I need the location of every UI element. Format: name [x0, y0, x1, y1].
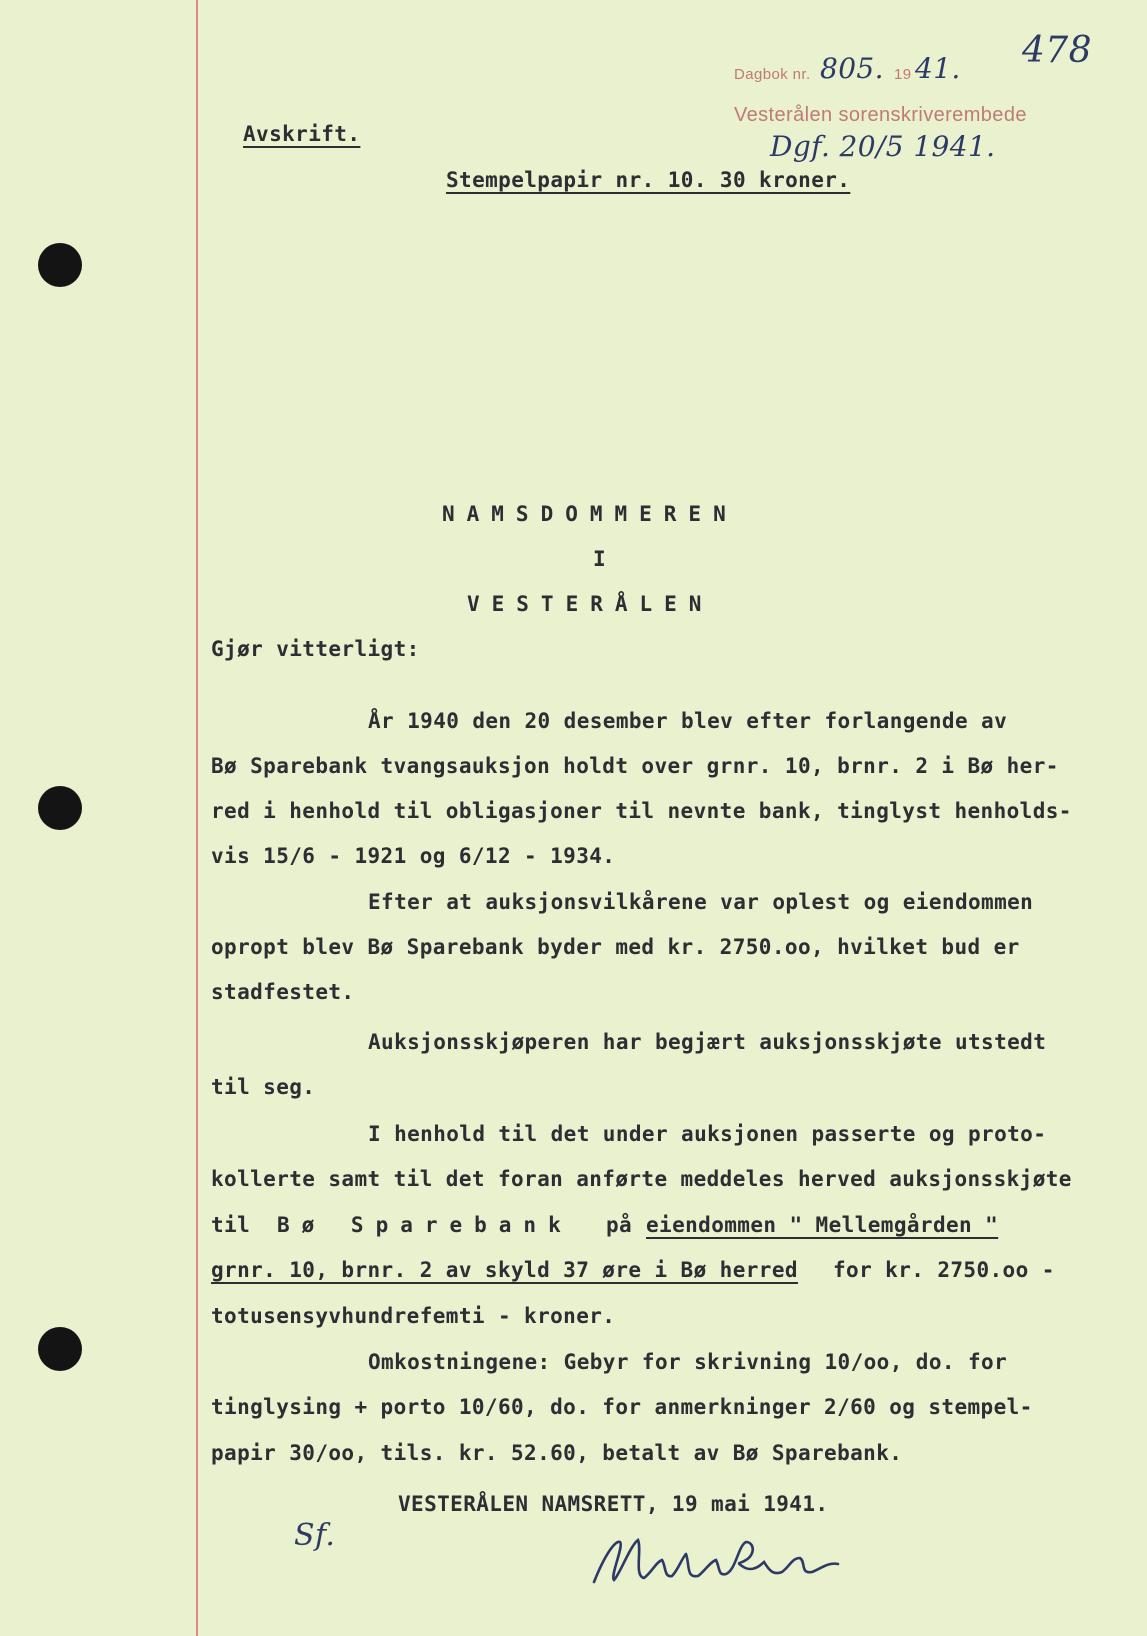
dagbok-number: 805.: [820, 52, 884, 85]
office-stamp: Vesterålen sorenskriverembede: [734, 104, 1027, 126]
amount-words: totusensyvhundrefemti - kroner.: [211, 1304, 616, 1328]
property-name: eiendommen " Mellemgården ": [646, 1213, 999, 1237]
bank-name-spaced: Bø Sparebank: [277, 1213, 573, 1237]
title-vesteralen: VESTERÅLEN: [467, 592, 714, 616]
handwritten-date: Dgf. 20/5 1941.: [770, 130, 996, 163]
body-line: Bø Sparebank tvangsauksjon holdt over grnr. 10, brnr. 2 i Bø her-: [211, 754, 1059, 778]
body-line-paa: på: [606, 1213, 633, 1237]
punch-hole: [38, 786, 82, 830]
page-number: 478: [1022, 30, 1092, 71]
punch-hole: [38, 243, 82, 287]
costs-line: tinglysing + porto 10/60, do. for anmerkninger 2/60 og stempel-: [211, 1395, 1033, 1419]
body-line: opropt blev Bø Sparebank byder med kr. 2750.oo, hvilket bud er: [211, 935, 1020, 959]
signature-image: [586, 1532, 856, 1592]
avskrift-heading: Avskrift.: [243, 122, 361, 146]
year-prefix: 19: [894, 66, 912, 83]
dagbok-label: Dagbok nr.: [734, 66, 811, 83]
costs-line: papir 30/oo, tils. kr. 52.60, betalt av Bø Sparebank.: [211, 1441, 903, 1465]
body-line: stadfestet.: [211, 980, 355, 1004]
body-line: red i henhold til obligasjoner til nevnte bank, tinglyst henholds-: [211, 799, 1072, 823]
body-line: til seg.: [211, 1075, 316, 1099]
punch-hole: [38, 1327, 82, 1371]
body-line: kollerte samt til det foran anførte meddeles herved auksjonsskjøte: [211, 1167, 1072, 1191]
title-i: I: [593, 547, 607, 571]
greeting: Gjør vitterligt:: [211, 637, 420, 661]
body-line: vis 15/6 - 1921 og 6/12 - 1934.: [211, 844, 616, 868]
initials: Sf.: [294, 1518, 336, 1553]
closing-line: VESTERÅLEN NAMSRETT, 19 mai 1941.: [398, 1492, 829, 1516]
body-line: Efter at auksjonsvilkårene var oplest og eiendommen: [368, 890, 1034, 914]
title-namsdommeren: NAMSDOMMEREN: [442, 502, 738, 526]
year-suffix: 41.: [915, 52, 961, 85]
margin-line: [196, 0, 198, 1636]
body-line: Auksjonsskjøperen har begjært auksjonsskjøte utstedt: [368, 1030, 1047, 1054]
price-line: for kr. 2750.oo -: [833, 1258, 1055, 1282]
property-grnr: grnr. 10, brnr. 2 av skyld 37 øre i Bø herred: [211, 1258, 798, 1282]
costs-line: Omkostningene: Gebyr for skrivning 10/oo, do. for: [368, 1350, 1008, 1374]
body-line-til: til: [211, 1213, 251, 1237]
body-line: År 1940 den 20 desember blev efter forlangende av: [368, 709, 1008, 733]
stempelpapir-line: Stempelpapir nr. 10. 30 kroner.: [446, 168, 851, 192]
body-line: I henhold til det under auksjonen passerte og proto-: [368, 1122, 1047, 1146]
